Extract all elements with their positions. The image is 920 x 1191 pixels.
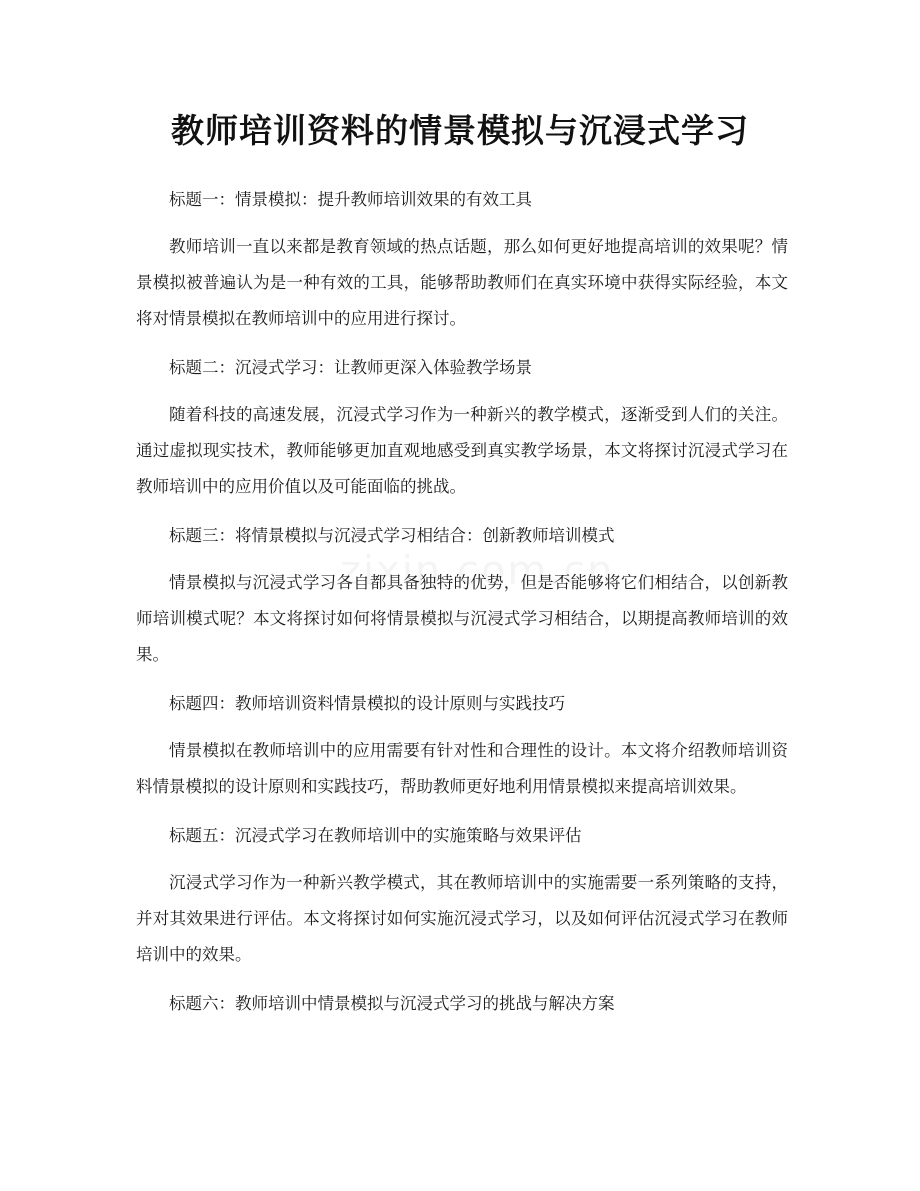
section-heading-2: 标题二：沉浸式学习：让教师更深入体验教学场景 — [169, 358, 532, 377]
section-paragraph-2: 随着科技的高速发展，沉浸式学习作为一种新兴的教学模式，逐渐受到人们的关注。通过虚拟现实技术，教师能够更加直观地感受到真实教学场景，本文将探讨沉浸式学习在教师培训中的应用价值以及可能面临的挑战。 — [136, 405, 788, 496]
document-body — [136, 182, 788, 1033]
section-heading-5: 标题五：沉浸式学习在教师培训中的实施策略与效果评估 — [169, 826, 582, 845]
section-heading-3: 标题三：将情景模拟与沉浸式学习相结合：创新教师培训模式 — [169, 526, 615, 545]
section-paragraph-4: 情景模拟在教师培训中的应用需要有针对性和合理性的设计。本文将介绍教师培训资料情景模拟的设计原则和实践技巧，帮助教师更好地利用情景模拟来提高培训效果。 — [136, 741, 788, 796]
section-heading-6: 标题六：教师培训中情景模拟与沉浸式学习的挑战与解决方案 — [169, 994, 615, 1013]
section-paragraph-5: 沉浸式学习作为一种新兴教学模式，其在教师培训中的实施需要一系列策略的支持，并对其效果进行评估。本文将探讨如何实施沉浸式学习，以及如何评估沉浸式学习在教师培训中的效果。 — [136, 873, 788, 964]
section-heading-1: 标题一：情景模拟：提升教师培训效果的有效工具 — [169, 190, 532, 209]
section-heading-4: 标题四：教师培训资料情景模拟的设计原则与实践技巧 — [169, 694, 565, 713]
section-paragraph-3: 情景模拟与沉浸式学习各自都具备独特的优势，但是否能够将它们相结合，以创新教师培训模式呢？本文将探讨如何将情景模拟与沉浸式学习相结合，以期提高教师培训的效果。 — [136, 573, 788, 664]
document-title: 教师培训资料的情景模拟与沉浸式学习 — [171, 111, 749, 150]
section-paragraph-1: 教师培训一直以来都是教育领域的热点话题，那么如何更好地提高培训的效果呢？情景模拟被普遍认为是一种有效的工具，能够帮助教师们在真实环境中获得实际经验，本文将对情景模拟在教师培训中的应用进行探讨。 — [136, 237, 788, 328]
